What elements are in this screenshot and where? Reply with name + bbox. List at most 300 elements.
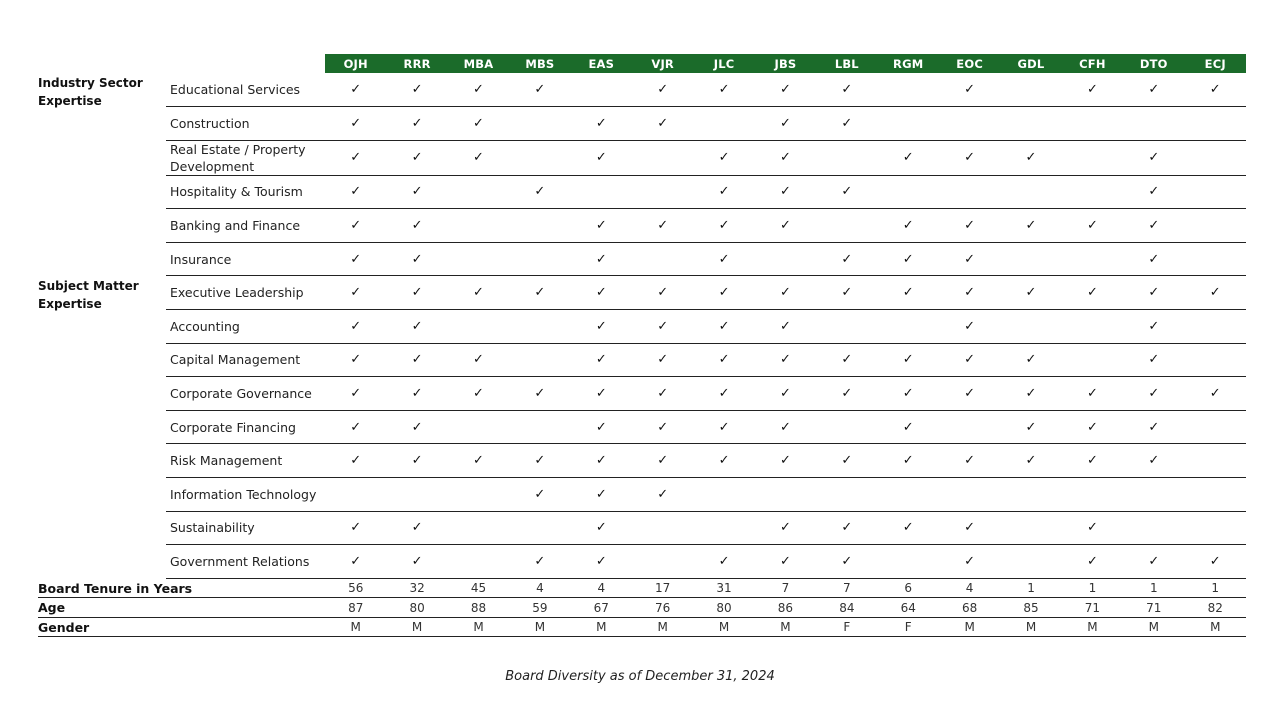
- footer-value: 76: [632, 598, 693, 618]
- check-icon: ✓: [386, 107, 447, 141]
- check-icon: ✓: [878, 276, 939, 310]
- skill-row: [38, 444, 1246, 478]
- empty-cell: [939, 175, 1000, 209]
- footer-value: 1: [1123, 578, 1184, 598]
- check-icon: ✓: [816, 545, 877, 579]
- check-icon: ✓: [755, 444, 816, 478]
- check-icon: ✓: [939, 343, 1000, 377]
- footer-value: M: [693, 617, 754, 637]
- footer-value: F: [816, 617, 877, 637]
- empty-cell: [632, 545, 693, 579]
- check-icon: ✓: [939, 511, 1000, 545]
- skill-row: [38, 242, 1246, 276]
- check-icon: ✓: [693, 276, 754, 310]
- footer-value: 7: [755, 578, 816, 598]
- director-header-jlc: JLC: [693, 54, 754, 73]
- check-icon: ✓: [816, 107, 877, 141]
- empty-cell: [1062, 107, 1123, 141]
- check-icon: ✓: [325, 209, 386, 243]
- check-icon: ✓: [755, 107, 816, 141]
- empty-cell: [878, 73, 939, 107]
- check-icon: ✓: [693, 343, 754, 377]
- check-icon: ✓: [755, 73, 816, 107]
- footer-row: [38, 578, 1246, 598]
- empty-cell: [878, 107, 939, 141]
- check-icon: ✓: [1062, 545, 1123, 579]
- empty-cell: [509, 310, 570, 344]
- check-icon: ✓: [693, 73, 754, 107]
- check-icon: ✓: [939, 545, 1000, 579]
- empty-cell: [1184, 140, 1246, 175]
- skill-label: Corporate Financing: [166, 410, 325, 444]
- check-icon: ✓: [878, 444, 939, 478]
- empty-cell: [448, 310, 509, 344]
- empty-cell: [693, 478, 754, 512]
- check-icon: ✓: [939, 276, 1000, 310]
- empty-cell: [632, 175, 693, 209]
- empty-cell: [939, 478, 1000, 512]
- empty-cell: [1123, 511, 1184, 545]
- footer-value: M: [939, 617, 1000, 637]
- check-icon: ✓: [571, 343, 632, 377]
- director-header-rgm: RGM: [878, 54, 939, 73]
- footer-value: 86: [755, 598, 816, 618]
- check-icon: ✓: [571, 444, 632, 478]
- skill-row: [38, 140, 1246, 175]
- check-icon: ✓: [1062, 209, 1123, 243]
- footer-value: 1: [1062, 578, 1123, 598]
- check-icon: ✓: [509, 444, 570, 478]
- check-icon: ✓: [632, 310, 693, 344]
- check-icon: ✓: [693, 175, 754, 209]
- footer-value: 87: [325, 598, 386, 618]
- footer-value: 32: [386, 578, 447, 598]
- empty-cell: [386, 478, 447, 512]
- footer-value: M: [448, 617, 509, 637]
- check-icon: ✓: [693, 140, 754, 175]
- empty-cell: [1123, 107, 1184, 141]
- check-icon: ✓: [878, 377, 939, 411]
- check-icon: ✓: [386, 410, 447, 444]
- skill-row: [38, 478, 1246, 512]
- check-icon: ✓: [755, 140, 816, 175]
- check-icon: ✓: [755, 209, 816, 243]
- empty-cell: [1062, 175, 1123, 209]
- check-icon: ✓: [386, 140, 447, 175]
- check-icon: ✓: [509, 545, 570, 579]
- check-icon: ✓: [632, 444, 693, 478]
- empty-cell: [509, 343, 570, 377]
- director-header-gdl: GDL: [1000, 54, 1061, 73]
- table-caption: Board Diversity as of December 31, 2024: [505, 669, 775, 684]
- footer-value: 85: [1000, 598, 1061, 618]
- director-header-ojh: OJH: [325, 54, 386, 73]
- check-icon: ✓: [386, 242, 447, 276]
- footer-value: 6: [878, 578, 939, 598]
- footer-value: M: [1062, 617, 1123, 637]
- check-icon: ✓: [1123, 73, 1184, 107]
- check-icon: ✓: [755, 511, 816, 545]
- check-icon: ✓: [939, 310, 1000, 344]
- check-icon: ✓: [1123, 276, 1184, 310]
- footer-value: 59: [509, 598, 570, 618]
- empty-cell: [755, 242, 816, 276]
- empty-cell: [325, 478, 386, 512]
- footer-value: 4: [509, 578, 570, 598]
- check-icon: ✓: [755, 545, 816, 579]
- check-icon: ✓: [693, 377, 754, 411]
- check-icon: ✓: [325, 276, 386, 310]
- check-icon: ✓: [325, 343, 386, 377]
- check-icon: ✓: [386, 310, 447, 344]
- empty-cell: [509, 511, 570, 545]
- check-icon: ✓: [571, 276, 632, 310]
- skill-row: [38, 175, 1246, 209]
- check-icon: ✓: [1000, 276, 1061, 310]
- empty-cell: [816, 310, 877, 344]
- check-icon: ✓: [632, 107, 693, 141]
- skill-label: Corporate Governance: [166, 377, 325, 411]
- check-icon: ✓: [571, 545, 632, 579]
- check-icon: ✓: [939, 140, 1000, 175]
- footer-value: 80: [693, 598, 754, 618]
- empty-cell: [448, 410, 509, 444]
- empty-cell: [1184, 478, 1246, 512]
- skill-label: Information Technology: [166, 478, 325, 512]
- check-icon: ✓: [325, 73, 386, 107]
- check-icon: ✓: [571, 107, 632, 141]
- check-icon: ✓: [693, 545, 754, 579]
- check-icon: ✓: [386, 444, 447, 478]
- check-icon: ✓: [325, 242, 386, 276]
- footer-label: Age: [38, 598, 325, 618]
- empty-cell: [693, 107, 754, 141]
- check-icon: ✓: [755, 175, 816, 209]
- footer-row: [38, 617, 1246, 637]
- check-icon: ✓: [693, 444, 754, 478]
- skill-label: Executive Leadership: [166, 276, 325, 310]
- check-icon: ✓: [1184, 73, 1246, 107]
- check-icon: ✓: [1184, 545, 1246, 579]
- check-icon: ✓: [693, 410, 754, 444]
- check-icon: ✓: [939, 377, 1000, 411]
- director-header-mba: MBA: [448, 54, 509, 73]
- empty-cell: [1000, 73, 1061, 107]
- skill-label: Construction: [166, 107, 325, 141]
- empty-cell: [878, 175, 939, 209]
- check-icon: ✓: [816, 242, 877, 276]
- empty-cell: [1184, 242, 1246, 276]
- check-icon: ✓: [571, 140, 632, 175]
- empty-cell: [1062, 478, 1123, 512]
- check-icon: ✓: [325, 175, 386, 209]
- check-icon: ✓: [755, 310, 816, 344]
- check-icon: ✓: [448, 73, 509, 107]
- footer-value: M: [1000, 617, 1061, 637]
- director-header-rrr: RRR: [386, 54, 447, 73]
- check-icon: ✓: [1123, 140, 1184, 175]
- empty-cell: [816, 478, 877, 512]
- check-icon: ✓: [325, 545, 386, 579]
- check-icon: ✓: [1123, 545, 1184, 579]
- footer-value: 17: [632, 578, 693, 598]
- check-icon: ✓: [816, 444, 877, 478]
- check-icon: ✓: [1000, 343, 1061, 377]
- empty-cell: [878, 478, 939, 512]
- header-blank-skill: [166, 54, 325, 73]
- check-icon: ✓: [1123, 343, 1184, 377]
- check-icon: ✓: [632, 478, 693, 512]
- skill-row: [38, 310, 1246, 344]
- check-icon: ✓: [632, 343, 693, 377]
- empty-cell: [1184, 511, 1246, 545]
- empty-cell: [939, 107, 1000, 141]
- check-icon: ✓: [325, 140, 386, 175]
- skill-label: Risk Management: [166, 444, 325, 478]
- empty-cell: [1000, 175, 1061, 209]
- check-icon: ✓: [816, 377, 877, 411]
- empty-cell: [816, 140, 877, 175]
- check-icon: ✓: [693, 310, 754, 344]
- empty-cell: [1000, 545, 1061, 579]
- check-icon: ✓: [1123, 242, 1184, 276]
- check-icon: ✓: [632, 276, 693, 310]
- skill-label: Capital Management: [166, 343, 325, 377]
- empty-cell: [1000, 242, 1061, 276]
- empty-cell: [448, 511, 509, 545]
- check-icon: ✓: [1000, 377, 1061, 411]
- check-icon: ✓: [1123, 377, 1184, 411]
- check-icon: ✓: [448, 377, 509, 411]
- empty-cell: [632, 140, 693, 175]
- empty-cell: [571, 175, 632, 209]
- check-icon: ✓: [878, 410, 939, 444]
- empty-cell: [878, 310, 939, 344]
- skill-row: [38, 511, 1246, 545]
- check-icon: ✓: [325, 377, 386, 411]
- skill-label: Educational Services: [166, 73, 325, 107]
- skill-label: Accounting: [166, 310, 325, 344]
- empty-cell: [571, 73, 632, 107]
- footer-value: M: [325, 617, 386, 637]
- check-icon: ✓: [878, 511, 939, 545]
- check-icon: ✓: [509, 478, 570, 512]
- director-header-ecj: ECJ: [1184, 54, 1246, 73]
- footer-value: 1: [1184, 578, 1246, 598]
- check-icon: ✓: [571, 310, 632, 344]
- check-icon: ✓: [755, 276, 816, 310]
- empty-cell: [448, 175, 509, 209]
- empty-cell: [448, 209, 509, 243]
- footer-value: 1: [1000, 578, 1061, 598]
- empty-cell: [1062, 140, 1123, 175]
- check-icon: ✓: [632, 377, 693, 411]
- footer-value: 71: [1123, 598, 1184, 618]
- check-icon: ✓: [632, 73, 693, 107]
- empty-cell: [509, 410, 570, 444]
- director-header-row: [38, 54, 1246, 73]
- skill-label: Government Relations: [166, 545, 325, 579]
- check-icon: ✓: [571, 410, 632, 444]
- empty-cell: [816, 410, 877, 444]
- check-icon: ✓: [632, 410, 693, 444]
- skill-row: [38, 209, 1246, 243]
- footer-value: M: [1184, 617, 1246, 637]
- group-label: Subject Matter Expertise: [38, 278, 139, 311]
- footer-value: 4: [939, 578, 1000, 598]
- check-icon: ✓: [878, 140, 939, 175]
- director-header-lbl: LBL: [816, 54, 877, 73]
- check-icon: ✓: [386, 545, 447, 579]
- footer-label: Gender: [38, 617, 325, 637]
- footer-value: M: [509, 617, 570, 637]
- skill-row: [38, 343, 1246, 377]
- check-icon: ✓: [816, 73, 877, 107]
- empty-cell: [1184, 209, 1246, 243]
- footer-value: M: [632, 617, 693, 637]
- footer-value: M: [386, 617, 447, 637]
- footer-value: 68: [939, 598, 1000, 618]
- check-icon: ✓: [571, 209, 632, 243]
- check-icon: ✓: [325, 511, 386, 545]
- check-icon: ✓: [1062, 444, 1123, 478]
- check-icon: ✓: [1123, 410, 1184, 444]
- footer-value: 7: [816, 578, 877, 598]
- check-icon: ✓: [816, 343, 877, 377]
- footer-value: M: [1123, 617, 1184, 637]
- check-icon: ✓: [1000, 140, 1061, 175]
- check-icon: ✓: [325, 107, 386, 141]
- check-icon: ✓: [878, 242, 939, 276]
- check-icon: ✓: [939, 209, 1000, 243]
- check-icon: ✓: [755, 410, 816, 444]
- check-icon: ✓: [1062, 377, 1123, 411]
- check-icon: ✓: [448, 140, 509, 175]
- check-icon: ✓: [386, 175, 447, 209]
- skill-label: Sustainability: [166, 511, 325, 545]
- empty-cell: [1184, 107, 1246, 141]
- check-icon: ✓: [448, 343, 509, 377]
- footer-value: M: [755, 617, 816, 637]
- footer-value: 31: [693, 578, 754, 598]
- check-icon: ✓: [325, 410, 386, 444]
- director-header-eoc: EOC: [939, 54, 1000, 73]
- check-icon: ✓: [939, 444, 1000, 478]
- check-icon: ✓: [325, 310, 386, 344]
- check-icon: ✓: [1062, 276, 1123, 310]
- empty-cell: [632, 242, 693, 276]
- footer-value: 4: [571, 578, 632, 598]
- empty-cell: [1000, 511, 1061, 545]
- empty-cell: [1184, 410, 1246, 444]
- empty-cell: [509, 242, 570, 276]
- check-icon: ✓: [878, 209, 939, 243]
- footer-value: 80: [386, 598, 447, 618]
- check-icon: ✓: [386, 377, 447, 411]
- footer-value: M: [571, 617, 632, 637]
- skill-row: [38, 410, 1246, 444]
- header-blank-group: [38, 54, 166, 73]
- check-icon: ✓: [816, 511, 877, 545]
- check-icon: ✓: [1062, 410, 1123, 444]
- skill-row: [38, 73, 1246, 107]
- empty-cell: [448, 242, 509, 276]
- empty-cell: [1184, 175, 1246, 209]
- skill-row: [38, 377, 1246, 411]
- empty-cell: [1062, 343, 1123, 377]
- check-icon: ✓: [1062, 73, 1123, 107]
- check-icon: ✓: [386, 276, 447, 310]
- check-icon: ✓: [509, 73, 570, 107]
- check-icon: ✓: [571, 511, 632, 545]
- skill-row: [38, 545, 1246, 579]
- director-header-jbs: JBS: [755, 54, 816, 73]
- skill-label: Real Estate / Property Development: [166, 140, 325, 175]
- footer-value: 45: [448, 578, 509, 598]
- check-icon: ✓: [386, 209, 447, 243]
- check-icon: ✓: [448, 444, 509, 478]
- empty-cell: [878, 545, 939, 579]
- skill-row: [38, 107, 1246, 141]
- empty-cell: [509, 140, 570, 175]
- skill-label: Hospitality & Tourism: [166, 175, 325, 209]
- check-icon: ✓: [939, 242, 1000, 276]
- check-icon: ✓: [1123, 175, 1184, 209]
- empty-cell: [1000, 478, 1061, 512]
- director-header-cfh: CFH: [1062, 54, 1123, 73]
- check-icon: ✓: [1062, 511, 1123, 545]
- skill-row: [38, 276, 1246, 310]
- empty-cell: [1184, 343, 1246, 377]
- footer-value: 88: [448, 598, 509, 618]
- check-icon: ✓: [571, 242, 632, 276]
- empty-cell: [939, 410, 1000, 444]
- matrix-body: [38, 73, 1246, 637]
- director-header-mbs: MBS: [509, 54, 570, 73]
- check-icon: ✓: [325, 444, 386, 478]
- empty-cell: [509, 209, 570, 243]
- empty-cell: [448, 478, 509, 512]
- check-icon: ✓: [1000, 209, 1061, 243]
- check-icon: ✓: [816, 175, 877, 209]
- check-icon: ✓: [755, 343, 816, 377]
- director-header-vjr: VJR: [632, 54, 693, 73]
- check-icon: ✓: [448, 107, 509, 141]
- empty-cell: [755, 478, 816, 512]
- check-icon: ✓: [1123, 444, 1184, 478]
- empty-cell: [632, 511, 693, 545]
- check-icon: ✓: [755, 377, 816, 411]
- footer-value: 64: [878, 598, 939, 618]
- board-skills-matrix: [38, 54, 1246, 637]
- footer-row: [38, 598, 1246, 618]
- empty-cell: [509, 107, 570, 141]
- check-icon: ✓: [386, 73, 447, 107]
- empty-cell: [1184, 310, 1246, 344]
- empty-cell: [1184, 444, 1246, 478]
- check-icon: ✓: [693, 242, 754, 276]
- footer-value: F: [878, 617, 939, 637]
- check-icon: ✓: [571, 377, 632, 411]
- group-label: Industry Sector Expertise: [38, 76, 143, 108]
- check-icon: ✓: [1123, 209, 1184, 243]
- check-icon: ✓: [448, 276, 509, 310]
- empty-cell: [1123, 478, 1184, 512]
- empty-cell: [693, 511, 754, 545]
- footer-value: 82: [1184, 598, 1246, 618]
- check-icon: ✓: [386, 511, 447, 545]
- check-icon: ✓: [693, 209, 754, 243]
